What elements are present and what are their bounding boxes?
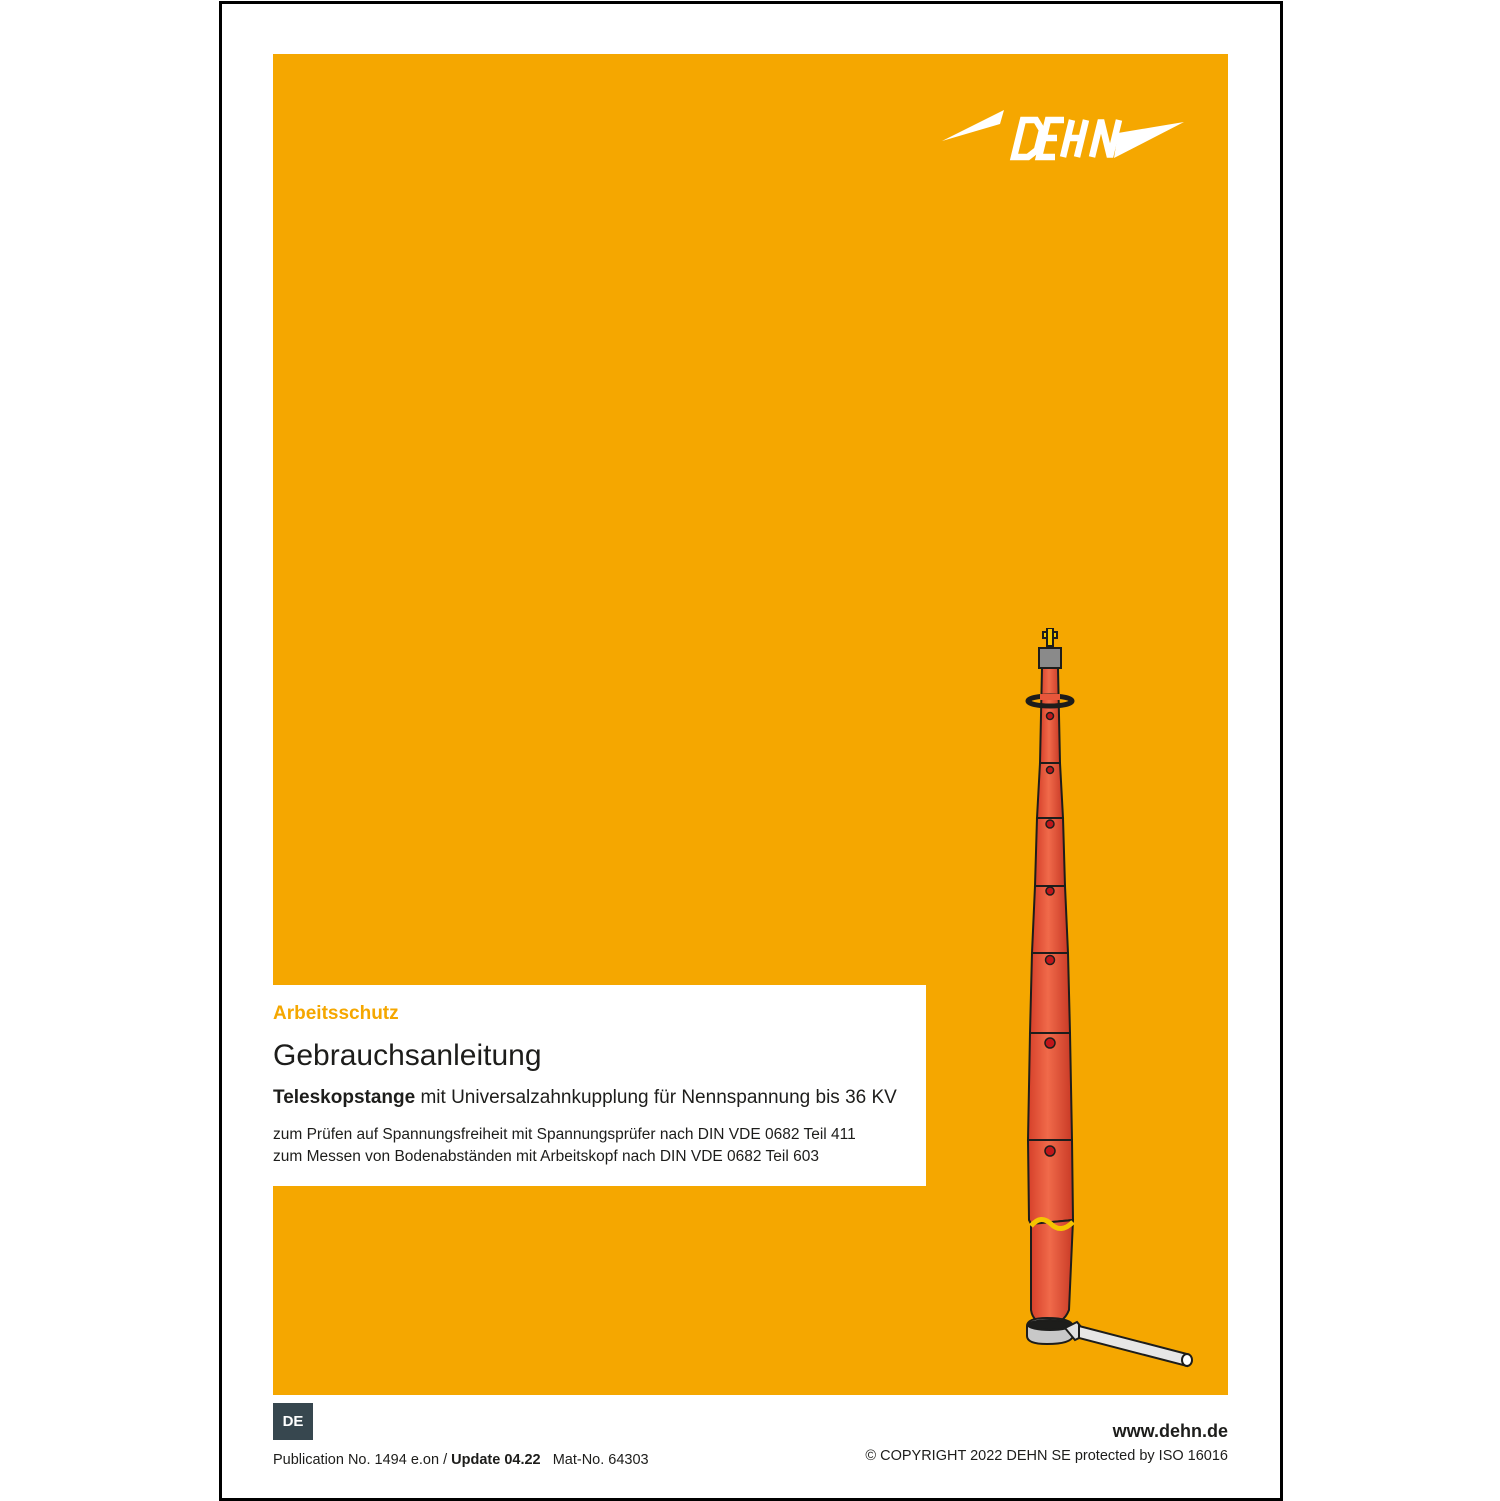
pole-guard-ring	[1028, 694, 1072, 706]
usage-line-2: zum Messen von Bodenabständen mit Arbeitskopf nach DIN VDE 0682 Teil 603	[273, 1148, 819, 1165]
website-link[interactable]: www.dehn.de	[1112, 1421, 1228, 1441]
material-number: Mat-No. 64303	[540, 1452, 649, 1468]
logo-right-bolt	[1114, 122, 1184, 158]
telescopic-pole-illustration	[1015, 628, 1195, 1380]
product-subtitle	[273, 1086, 897, 1110]
document-title: Gebrauchsanleitung	[273, 1039, 542, 1072]
language-badge: DE	[273, 1403, 313, 1440]
category-label: Arbeitsschutz	[273, 1003, 399, 1024]
update-label: Update 04.22	[451, 1452, 541, 1468]
publication-number: Publication No. 1494 e.on /	[273, 1452, 452, 1468]
usage-line-1: zum Prüfen auf Spannungsfreiheit mit Spannungsprüfer nach DIN VDE 0682 Teil 411	[273, 1126, 856, 1143]
logo-letters	[1014, 120, 1119, 157]
pole-foot-clamp	[1027, 1318, 1192, 1366]
pole-head	[1039, 628, 1061, 668]
title-box	[273, 985, 926, 1186]
logo-left-bolt	[942, 110, 1004, 141]
product-description: mit Universalzahnkupplung für Nennspannung bis 36 KV	[415, 1087, 897, 1108]
product-name: Teleskopstange	[273, 1087, 416, 1108]
dehn-logo	[942, 100, 1186, 164]
publication-info	[273, 1450, 649, 1470]
copyright-notice: © COPYRIGHT 2022 DEHN SE protected by ISO 16016	[865, 1448, 1228, 1464]
